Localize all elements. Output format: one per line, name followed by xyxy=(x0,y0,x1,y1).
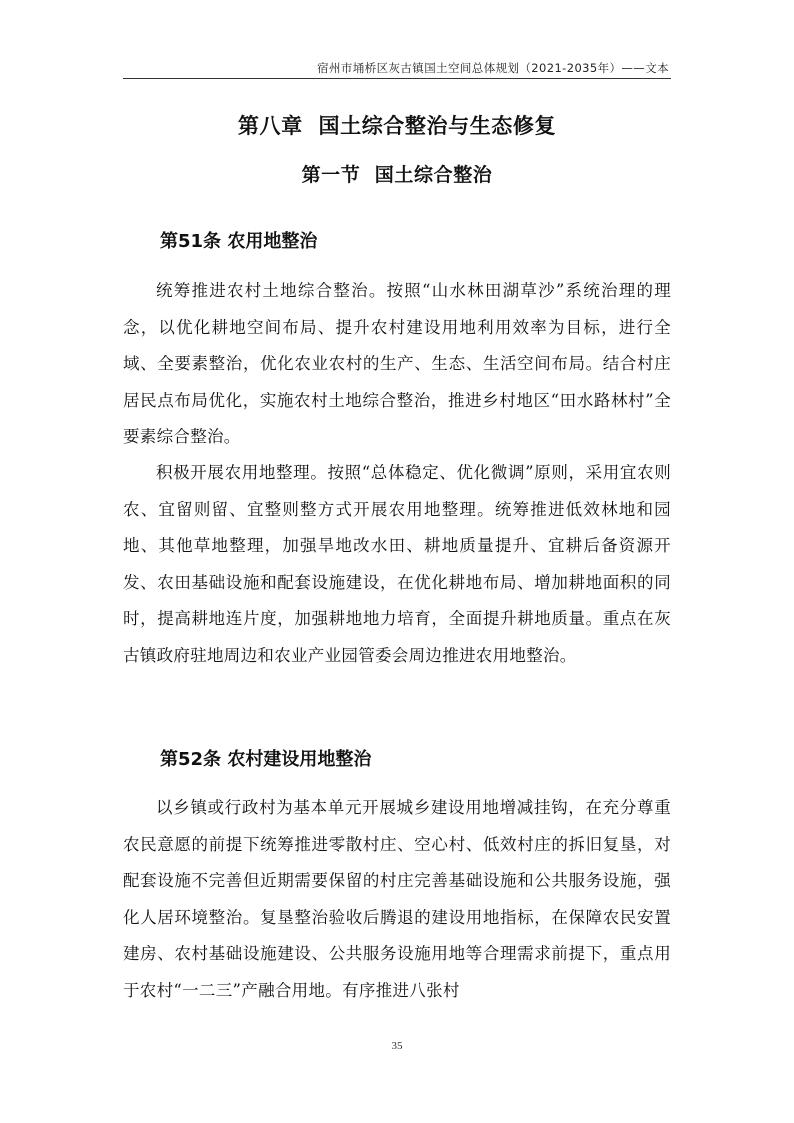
article-51-paragraph-2: 积极开展农用地整理。按照“总体稳定、优化微调”原则，采用宜农则农、宜留则留、宜整则整方式开展农用地整理。统筹推进低效林地和园地、其他草地整理，加强旱地改水田、耕地质量提升、宜耕后备资源开发、农田基础设施和配套设施建设，在优化耕地布局、增加耕地面积的同时，提高耕地连片度，加强耕地地力培育，全面提升耕地质量。重点在灰古镇政府驻地周边和农业产业园管委会周边推进农用地整治。 xyxy=(123,463,671,665)
article-51-paragraph-1: 统筹推进农村土地综合整治。按照“山水林田湖草沙”系统治理的理念，以优化耕地空间布局、提升农村建设用地利用效率为目标，进行全域、全要素整治，优化农业农村的生产、生态、生活空间布局。结合村庄居民点布局优化，实施农村土地综合整治，推进乡村地区“田水路林村”全要素综合整治。 xyxy=(123,281,671,446)
section-title: 第一节 国土综合整治 xyxy=(301,164,493,186)
running-header: 宿州市埇桥区灰古镇国土空间总体规划（2021-2035年）——文本 xyxy=(317,61,669,75)
page-number: 35 xyxy=(391,1040,403,1052)
article-52-heading: 第52条 农村建设用地整治 xyxy=(160,749,372,770)
header-divider xyxy=(123,78,671,79)
chapter-title: 第八章 国土综合整治与生态修复 xyxy=(237,114,557,138)
article-52-paragraph-1: 以乡镇或行政村为基本单元开展城乡建设用地增减挂钩，在充分尊重农民意愿的前提下统筹推进零散村庄、空心村、低效村庄的拆旧复垦，对配套设施不完善但近期需要保留的村庄完善基础设施和公共服务设施，强化人居环境整治。复垦整治验收后腾退的建设用地指标，在保障农民安置建房、农村基础设施建设、公共服务设施用地等合理需求前提下，重点用于农村“一二三”产融合用地。有序推进八张村 xyxy=(123,798,671,1000)
article-51-heading: 第51条 农用地整治 xyxy=(160,231,318,252)
